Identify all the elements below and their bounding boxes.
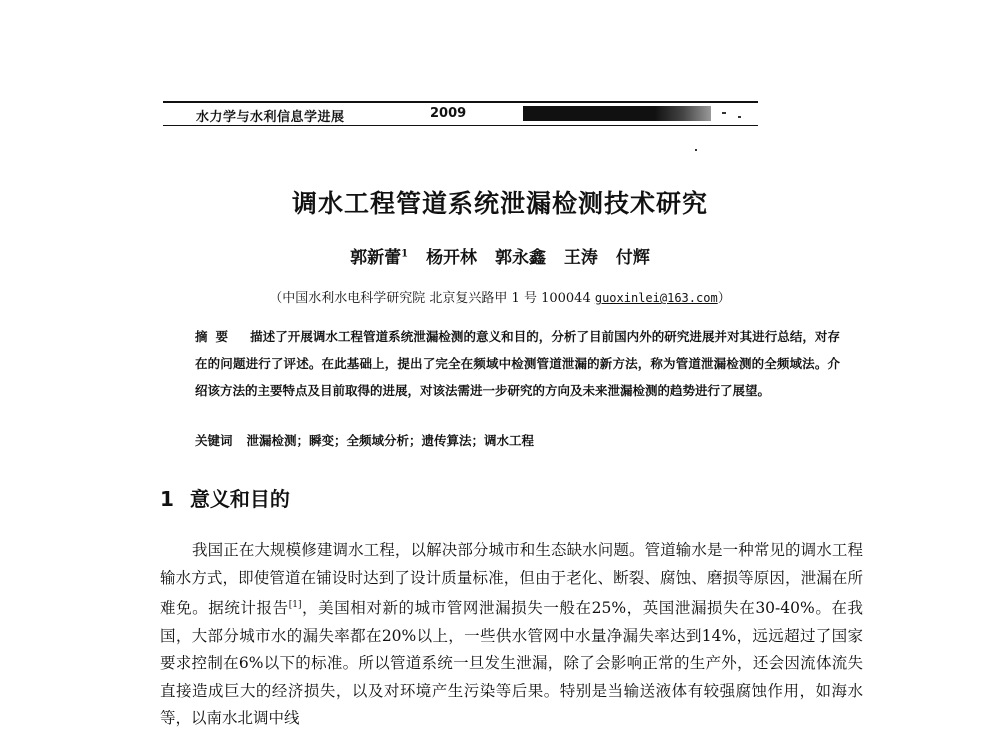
body-text-part2: ，美国相对新的城市管网泄漏损失一般在25%，英国泄漏损失在30-40%。在我国，大部分城市水的漏失率都在20%以上，一些供水管网中水量净漏失率达到14%，远远超过了国家要求控制在6%以下的标准。所以管道系统一旦发生泄漏，除了会影响正常的生产外，还会因流体流失直接造成巨大的经济损失，以及对环境产生污染等后果。特别是当输送液体有较强腐蚀作用，如海水等，以南水北调中线: [160, 599, 863, 728]
affiliation-text: （中国水利水电科学研究院 北京复兴路甲 1 号 100044: [269, 291, 595, 306]
author-others: 杨开林 郭永鑫 王涛 付辉: [426, 248, 650, 268]
abstract-text: 描述了开展调水工程管道系统泄漏检测的意义和目的，分析了目前国内外的研究进展并对其进行总结，对存在的问题进行了评述。在此基础上，提出了完全在频域中检测管道泄漏的新方法，称为管道泄漏检测的全频域法。介绍该方法的主要特点及目前取得的进展，对该法需进一步研究的方向及未来泄漏检测的趋势进行了展望。: [195, 329, 840, 398]
citation-ref: [1]: [288, 600, 302, 610]
journal-year: 2009: [430, 106, 467, 121]
scan-speck: [738, 116, 741, 118]
header-rule-top: [163, 101, 758, 103]
redacted-mark: [523, 106, 711, 121]
author-first: 郭新蕾: [350, 248, 402, 268]
body-paragraph: [160, 537, 863, 733]
keywords: [195, 431, 840, 449]
header-rule-bottom: [163, 125, 758, 126]
author-affil-mark: 1: [401, 248, 409, 260]
affiliation: [0, 287, 1000, 306]
author-email: guoxinlei@163.com: [594, 291, 718, 305]
keywords-label: 关键词: [195, 433, 233, 448]
section-heading: [160, 483, 290, 512]
body-text-part1: 我国正在大规模修建调水工程，以解决部分城市和生态缺水问题。管道输水是一种常见的调水工程输水方式，即使管道在铺设时达到了设计质量标准，但由于老化、断裂、腐蚀、磨损等原因，泄漏在所难免。据统计报告: [160, 541, 863, 618]
journal-name: 水力学与水利信息学进展: [196, 110, 345, 125]
scan-speck: [695, 149, 697, 151]
keywords-text: 泄漏检测；瞬变；全频域分析；遗传算法；调水工程: [246, 433, 535, 448]
section-number: 1: [160, 487, 174, 511]
abstract-label: 摘要: [195, 329, 237, 344]
paper-title: 调水工程管道系统泄漏检测技术研究: [291, 189, 708, 218]
author-list: [0, 243, 1000, 268]
scan-speck: [722, 112, 726, 114]
abstract: [195, 323, 840, 404]
affiliation-close: ）: [717, 291, 731, 306]
section-title: 意义和目的: [189, 487, 290, 511]
